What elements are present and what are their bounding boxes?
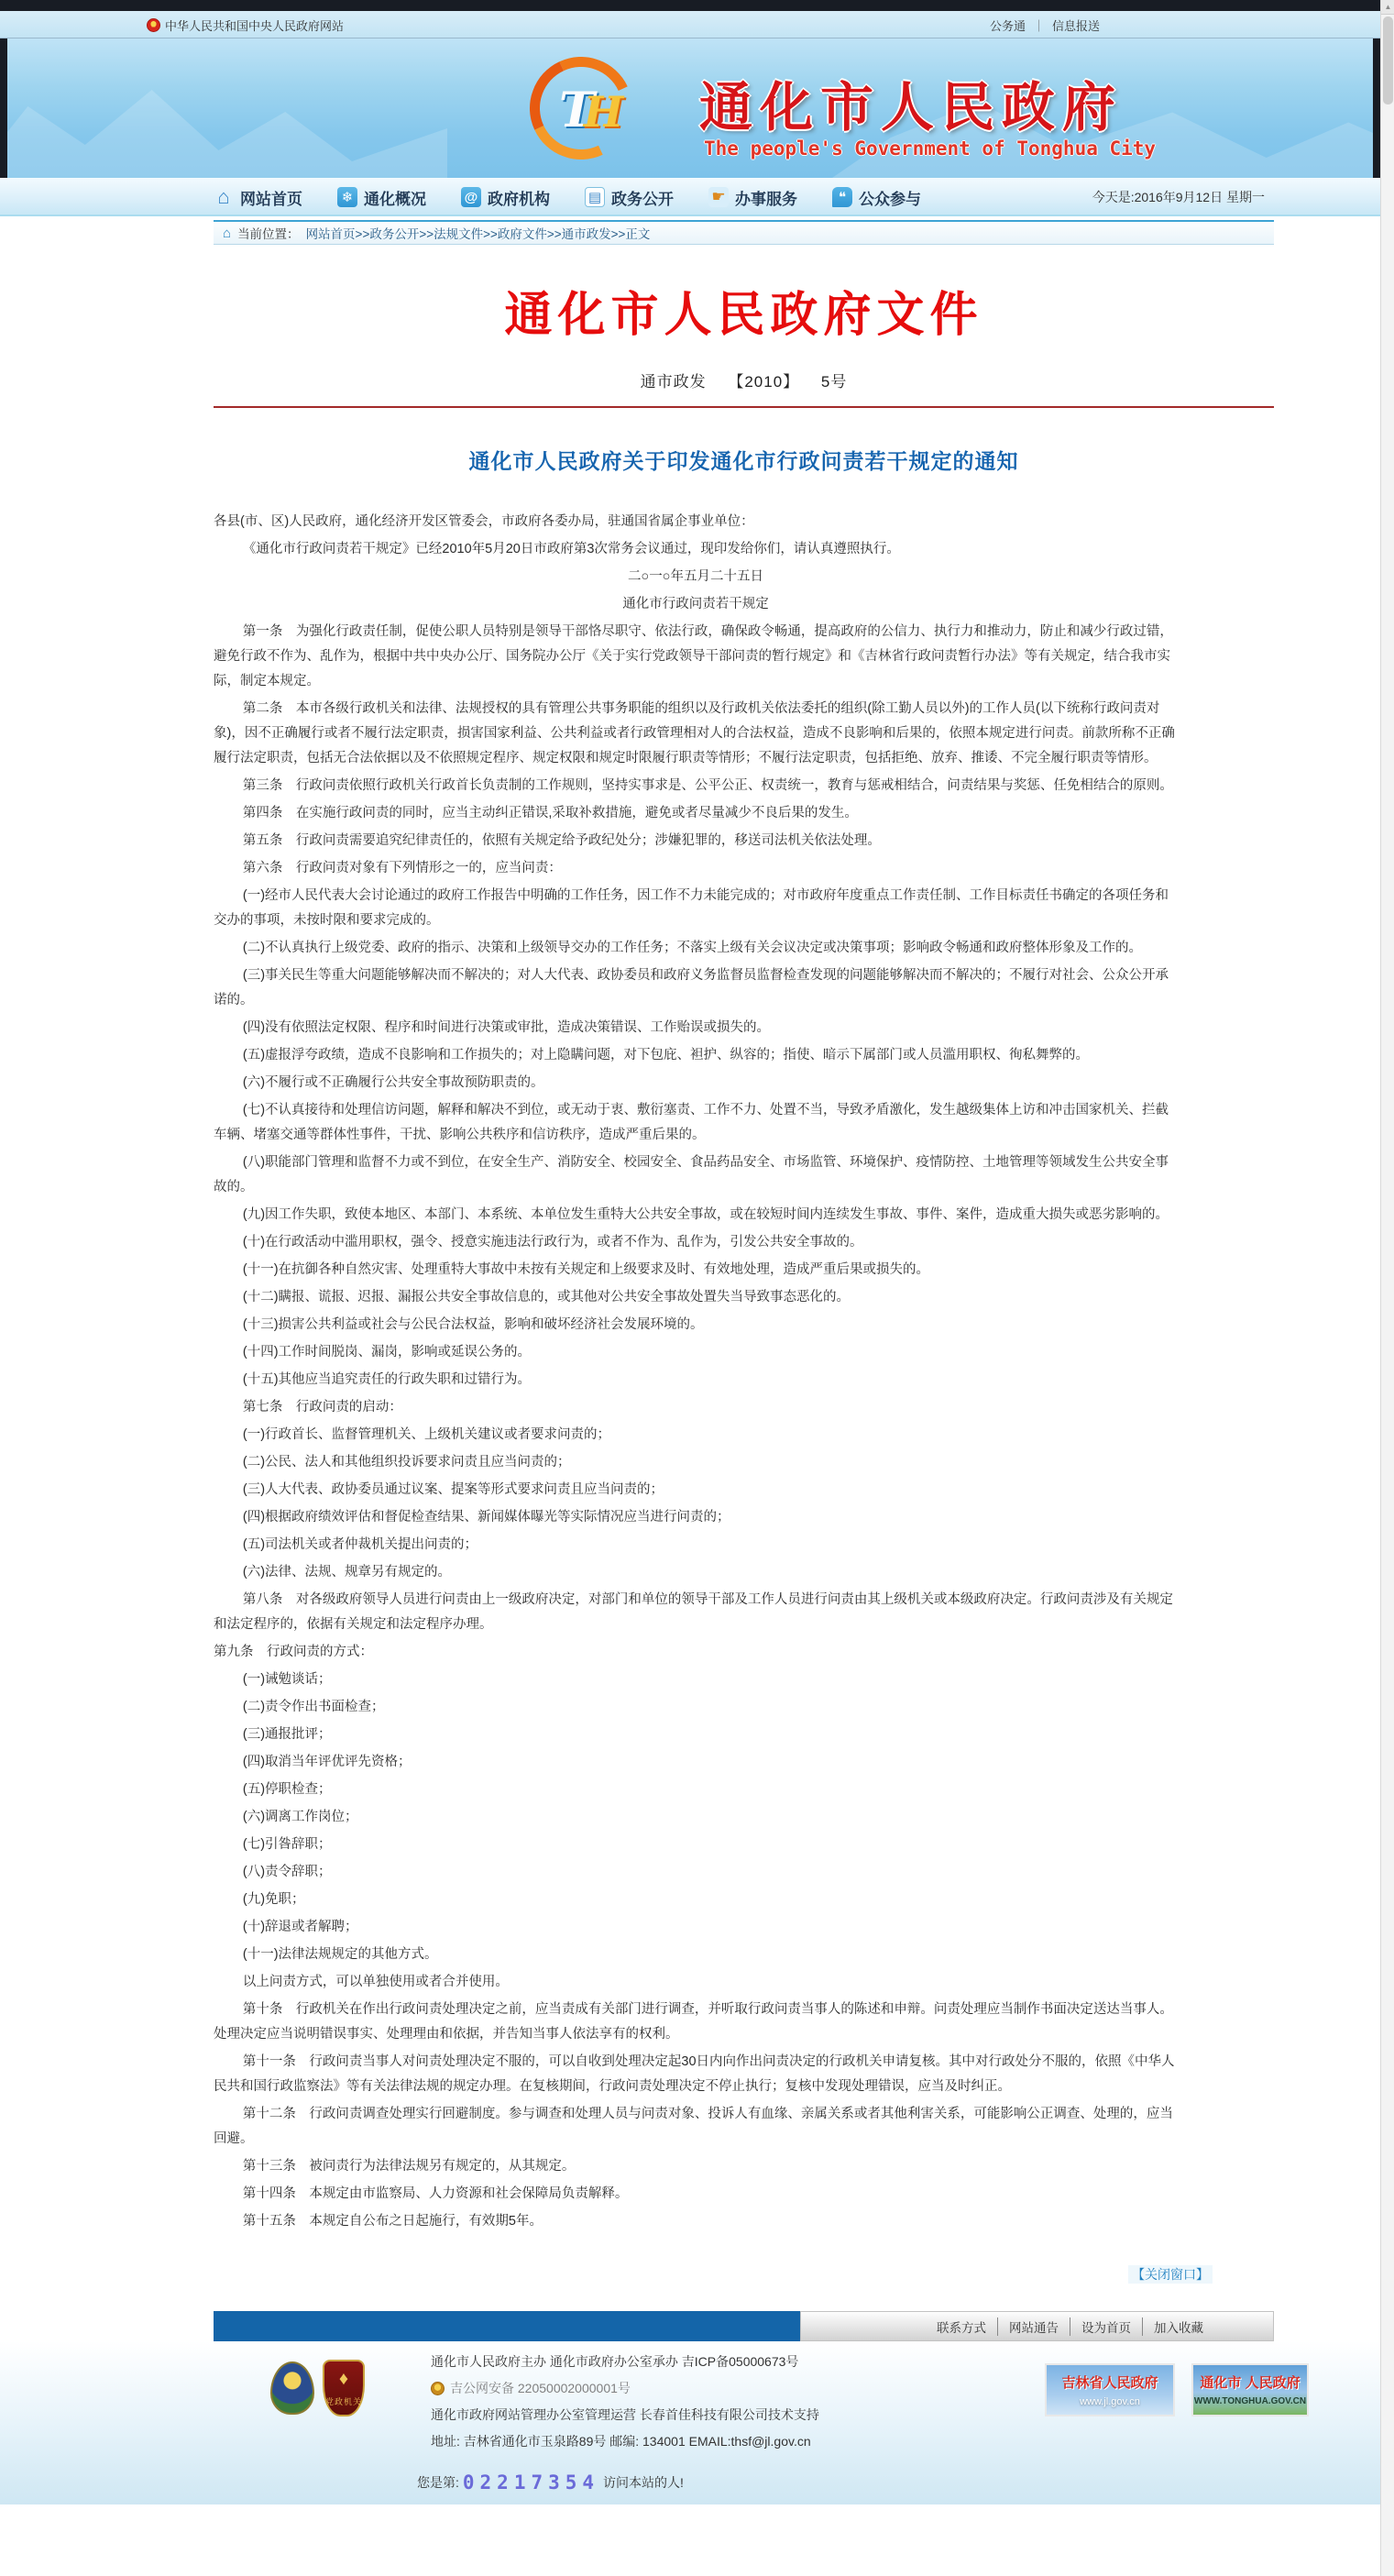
paragraph: (八)职能部门管理和监督不力或不到位，在安全生产、消防安全、校园安全、食品药品安全、市场监管、环境保护、疫情防控、土地管理等领域发生公共安全事故的。	[214, 1155, 1169, 1194]
paragraph: (七)引咎辞职；	[242, 1837, 332, 1852]
paragraph: (十)在行政活动中滥用职权，强令、授意实施违法行政行为，或者不作为、乱作为，引发公共安全事故的。	[242, 1235, 863, 1249]
info-report-link[interactable]: 信息报送	[1052, 18, 1101, 33]
paragraph: (七)不认真接待和处理信访问题，解释和解决不到位，或无动于衷、敷衍塞责、工作不力、处置不当，导致矛盾激化，发生越级集体上访和冲击国家机关、拦截车辆、堵塞交通等群体性事件，干扰、影响公共秩序和信访秩序，造成严重后果的。	[214, 1103, 1169, 1142]
paragraph: (一)诫勉谈话；	[242, 1672, 332, 1687]
document-number: 通市政发 【2010】 5号	[640, 373, 848, 391]
paragraph: (一)经市人民代表大会讨论通过的政府工作报告中明确的工作任务，因工作不力未能完成的；对市政府年度重点工作责任制、工作目标责任书确定的各项任务和交办的事项，未按时限和要求完成的。	[214, 888, 1169, 928]
paragraph: 第三条 行政问责依照行政机关行政首长负责制的工作规则，坚持实事求是、公平公正、权责统一，教育与惩戒相结合，问责结果与奖惩、任免相结合的原则。	[242, 778, 1173, 793]
paragraph: (二)公民、法人和其他组织投诉要求问责且应当问责的；	[242, 1455, 571, 1470]
site-title-english: The people's Government of Tonghua City	[704, 138, 1157, 160]
window-top-edge	[0, 0, 1380, 11]
document-area	[0, 245, 1380, 2311]
paragraph: 第二条 本市各级行政机关和法律、法规授权的具有管理公共事务职能的组织以及行政机关依法委托的组织(除工勤人员以外)的工作人员(以下统称行政问责对象)，因不正确履行或者不履行法定职责，损害国家利益、公共利益或者行政管理相对人的合法权益，造成不良影响和后果的，依照本规定进行问责。前款所称不正确履行法定职责，包括无合法依据以及不依照规定程序、规定权限和规定时限履行职责等情形；不履行法定职责，包括拒绝、放弃、推诿、不完全履行职责等情形。	[214, 701, 1175, 765]
footer-links-bar	[800, 2311, 1274, 2341]
opengov-icon: ▤	[585, 187, 605, 207]
paragraph: 第七条 行政问责的启动：	[242, 1400, 402, 1415]
national-emblem-icon: ★	[147, 18, 160, 32]
paragraph: 《通化市行政问责若干规定》已经2010年5月20日市政府第3次常务会议通过，现印发给你们，请认真遵照执行。	[242, 542, 900, 556]
site-header-banner	[0, 39, 1380, 178]
paragraph: 第十五条 本规定自公布之日起施行，有效期5年。	[242, 2214, 543, 2229]
paragraph: 第九条 行政问责的方式：	[214, 1645, 373, 1659]
nav-item-label: 办事服务	[735, 190, 797, 208]
visitor-counter: 您是第: 02217354 访问本站的人!	[417, 2471, 684, 2493]
footer-link[interactable]: 网站通告	[997, 2317, 1070, 2336]
service-icon: ☛	[708, 187, 729, 207]
paragraph: 各县(市、区)人民政府，通化经济开发区管委会，市政府各委办局，驻通国省属企事业单位：	[214, 514, 754, 529]
footer-link[interactable]: 设为首页	[1070, 2317, 1142, 2336]
security-badge-icon	[431, 2382, 445, 2395]
document-body	[214, 510, 1178, 2234]
paragraph: (十三)损害公共利益或社会与公民合法权益，影响和破坏经济社会发展环境的。	[242, 1317, 704, 1332]
red-divider	[214, 406, 1274, 408]
police-badge-icon	[270, 2361, 314, 2415]
separator: ｜	[1033, 18, 1046, 33]
nav-item[interactable]	[214, 186, 302, 209]
footer-link[interactable]: 加入收藏	[1142, 2317, 1214, 2336]
home-icon: ⌂	[223, 225, 232, 241]
scrollbar[interactable]	[1380, 0, 1394, 2576]
breadcrumb-label: 当前位置：	[237, 227, 300, 241]
paragraph: (三)人大代表、政协委员通过议案、提案等形式要求问责且应当问责的；	[242, 1482, 664, 1497]
paragraph: (三)事关民生等重大问题能够解决而不解决的；对人大代表、政协委员和政府义务监督员监督检查发现的问题能够解决而不解决的；不履行对社会、公众公开承诺的。	[214, 968, 1169, 1007]
security-record-line[interactable]: 吉公网安备 22050002000001号	[431, 2379, 819, 2397]
paragraph: 第八条 对各级政府领导人员进行问责由上一级政府决定，对部门和单位的领导干部及工作人员进行问责由其上级机关或本级政府决定。行政问责涉及有关规定和法定程序的，依据有关规定和法定程序办理。	[214, 1592, 1173, 1632]
nav-item[interactable]	[461, 186, 550, 209]
nav-item[interactable]	[708, 186, 797, 209]
paragraph: 以上问责方式，可以单独使用或者合并使用。	[242, 1975, 509, 1989]
breadcrumb-path[interactable]: 网站首页>>政务公开>>法规文件>>政府文件>>通市政发>>正文	[305, 227, 651, 241]
breadcrumb	[214, 220, 1274, 245]
overview-icon: ❄	[337, 187, 357, 207]
nav-item-label: 政府机构	[488, 190, 550, 208]
paragraph: (三)通报批评；	[242, 1727, 332, 1742]
jilin-gov-banner-link[interactable]: 吉林省人民政府 www.jl.gov.cn	[1045, 2363, 1175, 2416]
paragraph: (十一)在抗御各种自然灾害、处理重特大事故中未按有关规定和上级要求及时、有效地处理，造成严重后果或损失的。	[242, 1262, 930, 1277]
paragraph: (二)不认真执行上级党委、政府的指示、决策和上级领导交办的工作任务；不落实上级有关会议决定或决策事项；影响政令畅通和政府整体形象及工作的。	[242, 941, 1143, 955]
home-icon: ⌂	[217, 185, 230, 208]
paragraph: 第十四条 本规定由市监察局、人力资源和社会保障局负责解释。	[242, 2186, 629, 2201]
nav-item-label: 通化概况	[364, 190, 426, 208]
paragraph: (四)根据政府绩效评估和督促检查结果、新闻媒体曝光等实际情况应当进行问责的；	[242, 1510, 730, 1525]
paragraph: 第五条 行政问责需要追究纪律责任的，依照有关规定给予政纪处分；涉嫌犯罪的，移送司法机关依法处理。	[242, 833, 881, 848]
mountain-decoration	[0, 68, 447, 178]
site-title: 通化市人民政府	[699, 76, 1124, 138]
scrollbar-thumb[interactable]	[1383, 17, 1393, 105]
paragraph: 第六条 行政问责对象有下列情形之一的，应当问责：	[242, 861, 562, 875]
footer-text-block	[431, 2352, 819, 2459]
paragraph: 第一条 为强化行政责任制，促使公职人员特别是领导干部恪尽职守、依法行政，确保政令畅通，提高政府的公信力、执行力和推动力，防止和减少行政过错，避免行政不作为、乱作为，根据中共中央办公厅、国务院办公厅《关于实行党政领导干部问责的暂行规定》和《吉林省行政问责暂行办法》等有关规定，结合我市实际，制定本规定。	[214, 624, 1173, 688]
close-row	[214, 2265, 1213, 2311]
top-info-bar	[0, 11, 1380, 39]
paragraph: (六)法律、法规、规章另有规定的。	[242, 1565, 452, 1580]
nav-item[interactable]	[832, 186, 921, 209]
paragraph: 第十一条 行政问责当事人对问责处理决定不服的，可以自收到处理决定起30日内向作出问责决定的行政机关申请复核。其中对行政处分不服的，依照《中华人民共和国行政监察法》等有关法律法规的规定办理。在复核期间，行政问责处理决定不停止执行；复核中发现处理错误，应当及时纠正。	[214, 2054, 1175, 2094]
visitor-count-digits: 02217354	[462, 2471, 600, 2493]
nav-item[interactable]	[337, 186, 426, 209]
document-title: 通化市人民政府关于印发通化市行政问责若干规定的通知	[468, 449, 1019, 473]
nav-item-label: 网站首页	[240, 190, 302, 208]
paragraph: (四)取消当年评优评先资格；	[242, 1755, 412, 1769]
paragraph: 二○一○年五月二十五日	[627, 569, 763, 584]
paragraph: (六)不履行或不正确履行公共安全事故预防职责的。	[242, 1075, 544, 1090]
paragraph: (九)因工作失职，致使本地区、本部门、本系统、本单位发生重特大公共安全事故，或在较短时间内连续发生事故、事件、案件，造成重大损失或恶劣影响的。	[242, 1207, 1169, 1222]
paragraph: (十四)工作时间脱岗、漏岗，影响或延误公务的。	[242, 1345, 532, 1360]
central-gov-site-link[interactable]: 中华人民共和国中央人民政府网站	[165, 18, 345, 33]
scrollbar-up-arrow-icon[interactable]: ▲	[1381, 0, 1394, 15]
paragraph: 第十二条 行政问责调查处理实行回避制度。参与调查和处理人员与问责对象、投诉人有血缘、亲属关系或者其他利害关系，可能影响公正调查、处理的，应当回避。	[214, 2107, 1173, 2146]
paragraph: (一)行政首长、监督管理机关、上级机关建议或者要求问责的；	[242, 1427, 611, 1442]
footer-blue-bar	[214, 2311, 800, 2341]
main-navigation	[0, 178, 1380, 216]
nav-item-label: 公众参与	[859, 190, 921, 208]
footer-bars	[0, 2311, 1380, 2341]
party-badge-label: 党政机关	[324, 2397, 362, 2406]
paragraph: 第十三条 被问责行为法律法规另有规定的，从其规定。	[242, 2159, 576, 2174]
paragraph: (八)责令辞职；	[242, 1865, 332, 1879]
gongwutong-link[interactable]: 公务通	[990, 18, 1026, 33]
site-logo[interactable]	[521, 55, 690, 165]
host-line: 通化市人民政府主办 通化市政府办公室承办 吉ICP备05000673号	[431, 2354, 799, 2369]
footer-link[interactable]: 联系方式	[937, 2320, 986, 2335]
paragraph: (九)免职；	[242, 1892, 305, 1907]
paragraph: (五)虚报浮夸政绩，造成不良影响和工作损失的；对上隐瞒问题，对下包庇、袒护、纵容的；指使、暗示下属部门或人员滥用职权、徇私舞弊的。	[242, 1048, 1090, 1062]
tonghua-gov-banner-link[interactable]: 通化市 人民政府 WWW.TONGHUA.GOV.CN	[1191, 2363, 1309, 2416]
paragraph: (五)司法机关或者仲裁机关提出问责的；	[242, 1537, 478, 1552]
page-footer	[0, 2341, 1380, 2504]
paragraph: 通化市行政问责若干规定	[622, 597, 769, 611]
nav-item-label: 政务公开	[611, 190, 674, 208]
paragraph: (四)没有依照法定权限、程序和时间进行决策或审批，造成决策错误、工作贻误或损失的。	[242, 1020, 771, 1035]
logo-letters: TH	[559, 83, 624, 138]
address-line: 地址: 吉林省通化市玉泉路89号 邮编: 134001 EMAIL:thsf@jl.gov.cn	[431, 2434, 811, 2449]
paragraph: (十一)法律法规规定的其他方式。	[242, 1947, 438, 1962]
paragraph: (十)辞退或者解聘；	[242, 1920, 358, 1934]
paragraph: 第四条 在实施行政问责的同时，应当主动纠正错误,采取补救措施，避免或者尽量减少不良后果的发生。	[242, 806, 858, 820]
document-masthead: 通化市人民政府文件	[504, 287, 983, 343]
paragraph: 第十条 行政机关在作出行政问责处理决定之前，应当责成有关部门进行调查，并听取行政问责当事人的陈述和申辩。问责处理应当制作书面决定送达当事人。处理决定应当说明错误事实、处理理由和依据，并告知当事人依法享有的权利。	[214, 2002, 1173, 2042]
nav-item[interactable]	[585, 186, 674, 209]
current-date-text: 今天是:2016年9月12日 星期一	[1092, 190, 1265, 204]
close-window-link[interactable]: 【关闭窗口】	[1128, 2265, 1213, 2284]
participation-icon: ❝	[832, 187, 852, 207]
operator-line: 通化市政府网站管理办公室管理运营 长春首佳科技有限公司技术支持	[431, 2407, 819, 2422]
paragraph: (二)责令作出书面检查；	[242, 1700, 385, 1714]
breadcrumb-row	[0, 216, 1380, 245]
party-gov-badge-icon: ♦ 党政机关	[323, 2360, 365, 2416]
org-icon: @	[461, 187, 481, 207]
paragraph: (五)停职检查；	[242, 1782, 332, 1797]
paragraph: (六)调离工作岗位；	[242, 1810, 358, 1824]
paragraph: (十二)瞒报、谎报、迟报、漏报公共安全事故信息的，或其他对公共安全事故处置失当导致事态恶化的。	[242, 1290, 851, 1305]
paragraph: (十五)其他应当追究责任的行政失职和过错行为。	[242, 1372, 532, 1387]
